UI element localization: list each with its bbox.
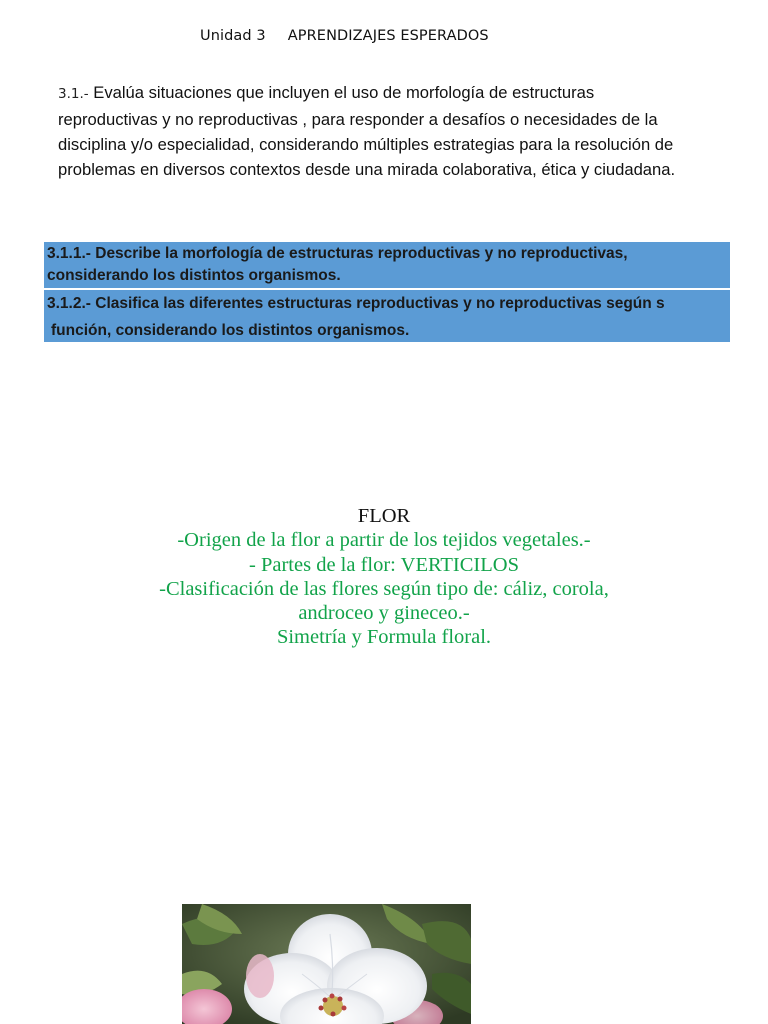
objective-row — [44, 243, 730, 287]
flor-topic-item: Simetría y Formula floral. — [276, 626, 492, 649]
outcome-number: 3.1.- — [58, 86, 89, 102]
unit-header — [200, 28, 489, 44]
objective-line: considerando los distintos organismos. — [47, 267, 341, 284]
intro-line-text: Evalúa situaciones que incluyen el uso de morfología de estructuras — [93, 83, 595, 102]
flor-topic-item: - Partes de la flor: VERTICILOS — [249, 553, 519, 576]
objectives-table — [44, 242, 730, 342]
flor-title: FLOR — [357, 505, 411, 527]
flor-topic-item: androceo y gineceo.- — [298, 602, 470, 625]
objective-line: función, considerando los distintos organismos. — [51, 322, 410, 339]
flor-topic-item: -Origen de la flor a partir de los tejidos vegetales.- — [177, 529, 591, 552]
unit-title: APRENDIZAJES ESPERADOS — [287, 28, 489, 44]
intro-line: reproductivas y no reproductivas , para responder a desafíos o necesidades de la — [58, 110, 658, 129]
objective-line: 3.1.2.- Clasifica las diferentes estructuras reproductivas y no reproductivas según s — [47, 295, 665, 312]
objective-row — [44, 290, 730, 342]
flower-photo-image — [182, 904, 471, 1024]
intro-line — [58, 80, 728, 107]
flor-topic-item: -Clasificación de las flores según tipo de: cáliz, corola, — [159, 577, 609, 600]
intro-line: problemas en diversos contextos desde una mirada colaborativa, ética y ciudadana. — [58, 160, 676, 179]
intro-line: disciplina y/o especialidad, considerando múltiples estrategias para la resolución de — [58, 135, 674, 154]
objective-line: 3.1.1.- Describe la morfología de estructuras reproductivas y no reproductivas, — [47, 245, 628, 262]
unit-label: Unidad 3 — [200, 28, 266, 44]
flor-topics — [0, 504, 768, 650]
learning-outcome-paragraph — [58, 80, 728, 182]
flower-photo — [182, 904, 471, 1024]
